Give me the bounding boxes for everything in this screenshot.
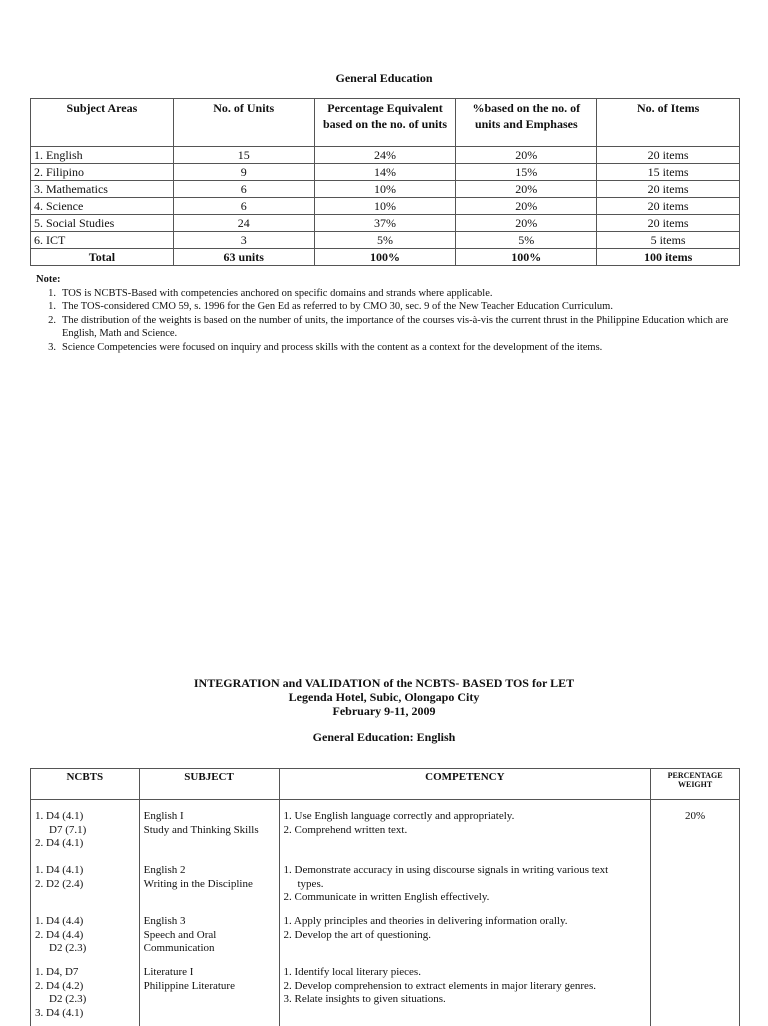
date-line: February 9-11, 2009 [332, 704, 436, 718]
items-cell: 5 items [597, 232, 740, 249]
header-percent-emphases: %based on the no. of units and Emphases [456, 99, 597, 147]
competency-line: types. [297, 877, 324, 890]
subject-line: English 2 [143, 864, 186, 876]
ncbts-line: D7 (7.1) [49, 823, 87, 836]
ncbts-line: 2. D4 (4.4) [35, 928, 84, 941]
ncbts-line: D2 (2.3) [49, 942, 87, 954]
total-label: Total [31, 249, 174, 266]
units-cell: 15 [173, 147, 314, 164]
emphasis-cell: 20% [456, 215, 597, 232]
competency-line: 3. Relate insights to given situations. [283, 993, 446, 1005]
subject-line: Literature I [143, 966, 194, 978]
note-number: 1. [48, 301, 56, 312]
header-no-of-units: No. of Units [173, 99, 314, 147]
items-cell: 20 items [597, 215, 740, 232]
weight-cell [651, 956, 740, 1026]
general-education-title: General Education [335, 71, 433, 85]
ncbts-line: 1. D4 (4.1) [35, 810, 84, 822]
ncbts-line: 3. D4 (4.1) [35, 1006, 84, 1019]
subject-cell: 4. Science [31, 198, 174, 215]
ncbts-line: 1. D4, D7 [35, 966, 79, 978]
table-row [31, 198, 740, 215]
units-cell: 6 [173, 198, 314, 215]
weight-cell [651, 854, 740, 905]
note-number: 3. [48, 341, 56, 353]
emphasis-cell: 20% [456, 147, 597, 164]
competency-cell [279, 905, 651, 956]
subject-line: Study and Thinking Skills [143, 823, 259, 836]
table-row [31, 164, 740, 181]
competency-line: 2. Communicate in written English effectively. [283, 891, 490, 903]
percentage-cell: 5% [314, 232, 456, 249]
table-row [31, 232, 740, 249]
emphasis-cell: 5% [456, 232, 597, 249]
competency-line: 1. Identify local literary pieces. [283, 966, 421, 978]
general-education-table [30, 98, 740, 266]
notes-section [36, 273, 736, 354]
items-cell: 15 items [597, 164, 740, 181]
subject-cell: 2. Filipino [31, 164, 174, 181]
subject-line: Communication [143, 942, 215, 954]
percentage-cell: 10% [314, 198, 456, 215]
total-row [31, 249, 740, 266]
total-units: 63 units [173, 249, 314, 266]
ncbts-line: D2 (2.3) [49, 993, 87, 1005]
units-cell: 6 [173, 181, 314, 198]
note-text: TOS is NCBTS-Based with competencies anchored on specific domains and strands where applicable. [62, 287, 493, 299]
percentage-cell: 10% [314, 181, 456, 198]
items-cell: 20 items [597, 181, 740, 198]
ncbts-cell [31, 854, 140, 905]
percentage-cell: 37% [314, 215, 456, 232]
items-cell: 20 items [597, 198, 740, 215]
ncbts-line: 2. D4 (4.1) [35, 837, 84, 849]
header-percentage-equivalent: Percentage Equivalent based on the no. of units [314, 99, 456, 147]
units-cell: 24 [173, 215, 314, 232]
subject-line: Speech and Oral [143, 928, 217, 941]
header-percentage-weight: PERCENTAGE WEIGHT [651, 769, 740, 800]
units-cell: 9 [173, 164, 314, 181]
header-subject: SUBJECT [139, 769, 279, 800]
weight-cell: 20% [651, 800, 740, 855]
ncbts-line: 2. D2 (2.4) [35, 877, 84, 890]
percentage-cell: 14% [314, 164, 456, 181]
table-row [31, 854, 740, 905]
table-row [31, 800, 740, 855]
subject-cell: 3. Mathematics [31, 181, 174, 198]
ncbts-line: 2. D4 (4.2) [35, 979, 84, 992]
table-row [31, 215, 740, 232]
table-row [31, 905, 740, 956]
total-emphasis: 100% [456, 249, 597, 266]
header-competency: COMPETENCY [279, 769, 651, 800]
note-text: The TOS-considered CMO 59, s. 1996 for the Gen Ed as referred to by CMO 30, sec. 9 of the New Teacher Education Curriculum. [62, 301, 613, 312]
ncbts-cell [31, 905, 140, 956]
note-text: The distribution of the weights is based on the number of units, the importance of the courses vis-à-vis the current thrust in the Philippine Education which are English, Math and Science. [62, 314, 729, 339]
english-subtitle: General Education: English [312, 730, 456, 744]
note-item [36, 341, 736, 355]
competency-line: 1. Use English language correctly and appropriately. [283, 810, 515, 822]
note-item [36, 314, 736, 341]
table-row [31, 147, 740, 164]
note-number: 1. [48, 287, 56, 299]
ncbts-cell [31, 800, 140, 855]
total-percentage: 100% [314, 249, 456, 266]
subject-cell: 5. Social Studies [31, 215, 174, 232]
subject-line: Writing in the Discipline [143, 877, 253, 890]
competency-cell [279, 854, 651, 905]
note-text: Science Competencies were focused on inquiry and process skills with the content as a context for the development of the items. [62, 341, 603, 353]
venue-line: Legenda Hotel, Subic, Olongapo City [288, 690, 480, 704]
subject-cell [139, 800, 279, 855]
subject-cell [139, 854, 279, 905]
emphasis-cell: 20% [456, 181, 597, 198]
table-header-row [31, 99, 740, 147]
subject-line: English 3 [143, 915, 186, 927]
header-ncbts: NCBTS [31, 769, 140, 800]
header-no-of-items: No. of Items [597, 99, 740, 147]
subject-cell: 6. ICT [31, 232, 174, 249]
competency-line: 1. Demonstrate accuracy in using discourse signals in writing various text [283, 864, 609, 876]
total-items: 100 items [597, 249, 740, 266]
ncbts-line: 1. D4 (4.4) [35, 915, 84, 927]
emphasis-cell: 20% [456, 198, 597, 215]
ncbts-line: 1. D4 (4.1) [35, 864, 84, 876]
header-subject-areas: Subject Areas [31, 99, 174, 147]
competency-cell [279, 956, 651, 1026]
subject-cell: 1. English [31, 147, 174, 164]
competency-line: 2. Develop the art of questioning. [283, 928, 432, 941]
subject-cell [139, 905, 279, 956]
subject-line: Philippine Literature [143, 979, 235, 992]
table-row [31, 956, 740, 1026]
note-item [36, 300, 736, 314]
english-tos-table [30, 768, 740, 1026]
table-row [31, 181, 740, 198]
percentage-cell: 24% [314, 147, 456, 164]
table-header-row [31, 769, 740, 800]
items-cell: 20 items [597, 147, 740, 164]
subject-line: English I [143, 810, 184, 822]
competency-line: 2. Develop comprehension to extract elements in major literary genres. [283, 979, 596, 992]
competency-line: 1. Apply principles and theories in delivering information orally. [283, 915, 568, 927]
notes-heading: Note: [36, 274, 61, 285]
units-cell: 3 [173, 232, 314, 249]
integration-title: INTEGRATION and VALIDATION of the NCBTS- BASED TOS for LET [193, 676, 575, 690]
subject-cell [139, 956, 279, 1026]
weight-cell [651, 905, 740, 956]
note-item [36, 287, 736, 301]
emphasis-cell: 15% [456, 164, 597, 181]
note-number: 2. [48, 314, 56, 326]
ncbts-cell [31, 956, 140, 1026]
competency-cell [279, 800, 651, 855]
competency-line: 2. Comprehend written text. [283, 823, 408, 836]
